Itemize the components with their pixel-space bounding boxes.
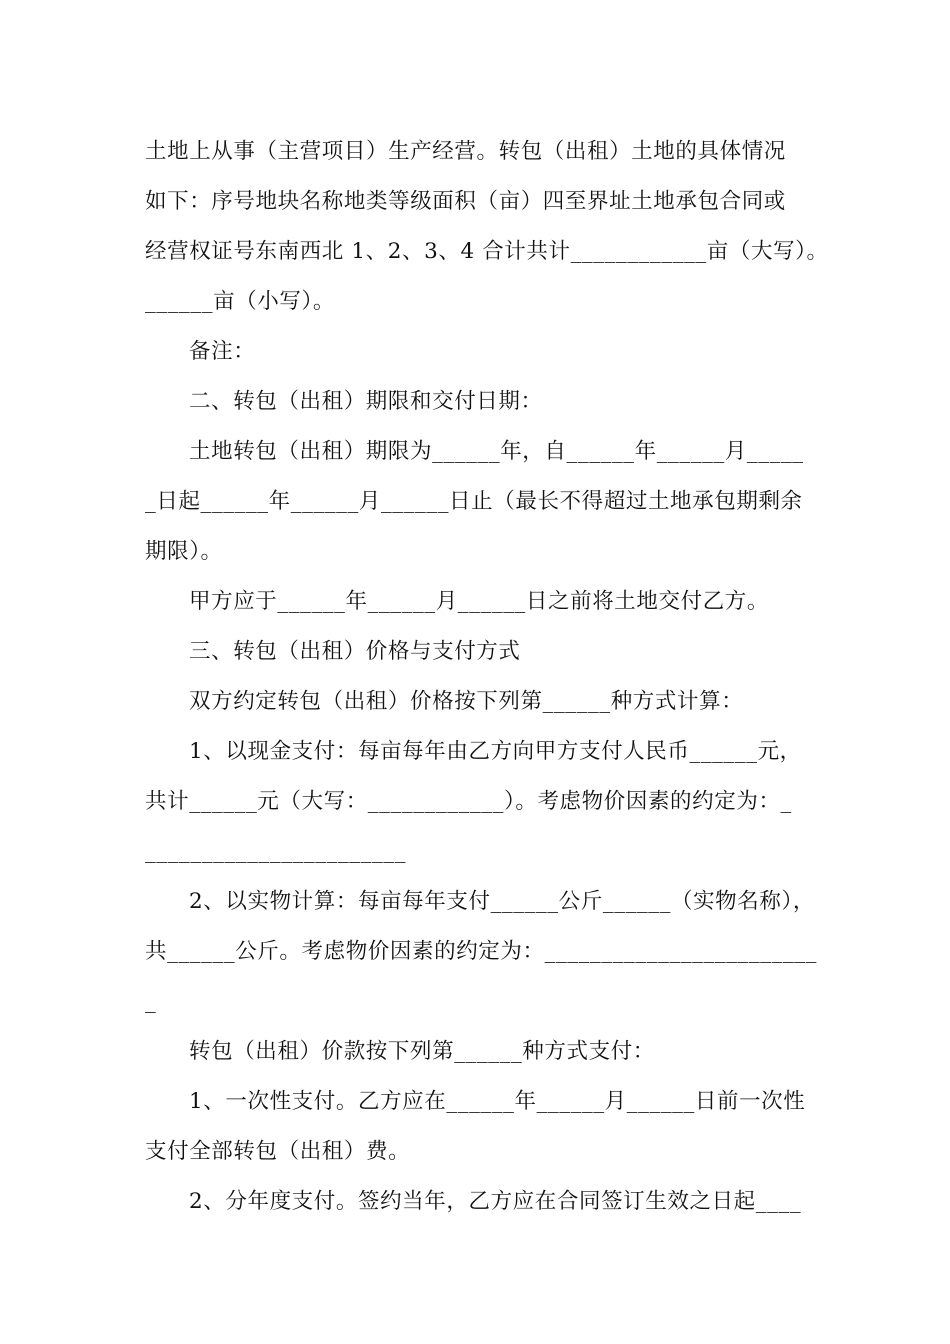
clause-line: 1、一次性支付。乙方应在______年______月______日前一次性 — [189, 1089, 806, 1114]
blank-line: _______________________ — [145, 839, 407, 864]
clause-line: 2、分年度支付。签约当年，乙方应在合同签订生效之日起____ — [189, 1189, 802, 1214]
paragraph-line: 共______公斤。考虑物价因素的约定为：________________________ — [145, 939, 818, 964]
paragraph-line: 土地转包（出租）期限为______年，自______年______月_____ — [189, 439, 804, 464]
paragraph-line: 支付全部转包（出租）费。 — [145, 1139, 411, 1164]
note-label: 备注： — [189, 339, 256, 364]
blank-line: _ — [145, 989, 157, 1014]
paragraph-line: 经营权证号东南西北 1、2、3、4 合计共计____________亩（大写）。 — [145, 239, 829, 264]
clause-line: 1、以现金支付：每亩每年由乙方向甲方支付人民币______元， — [189, 739, 802, 764]
paragraph-line: 甲方应于______年______月______日之前将土地交付乙方。 — [189, 589, 770, 614]
section-heading-2: 二、转包（出租）期限和交付日期： — [189, 389, 543, 414]
paragraph-line: 双方约定转包（出租）价格按下列第______种方式计算： — [189, 689, 744, 714]
paragraph-line: _日起______年______月______日止（最长不得超过土地承包期剩余 — [145, 489, 803, 514]
paragraph-line: 转包（出租）价款按下列第______种方式支付： — [189, 1039, 655, 1064]
paragraph-line: 土地上从事（主营项目）生产经营。转包（出租）土地的具体情况 — [145, 139, 786, 164]
section-heading-3: 三、转包（出租）价格与支付方式 — [189, 639, 521, 664]
clause-line: 2、以实物计算：每亩每年支付______公斤______（实物名称）， — [189, 889, 815, 914]
paragraph-line: 如下：序号地块名称地类等级面积（亩）四至界址土地承包合同或 — [145, 189, 786, 214]
paragraph-line: 期限）。 — [145, 539, 223, 564]
paragraph-line: ______亩（小写）。 — [145, 289, 335, 314]
paragraph-line: 共计______元（大写：____________）。考虑物价因素的约定为：_ — [145, 789, 792, 814]
